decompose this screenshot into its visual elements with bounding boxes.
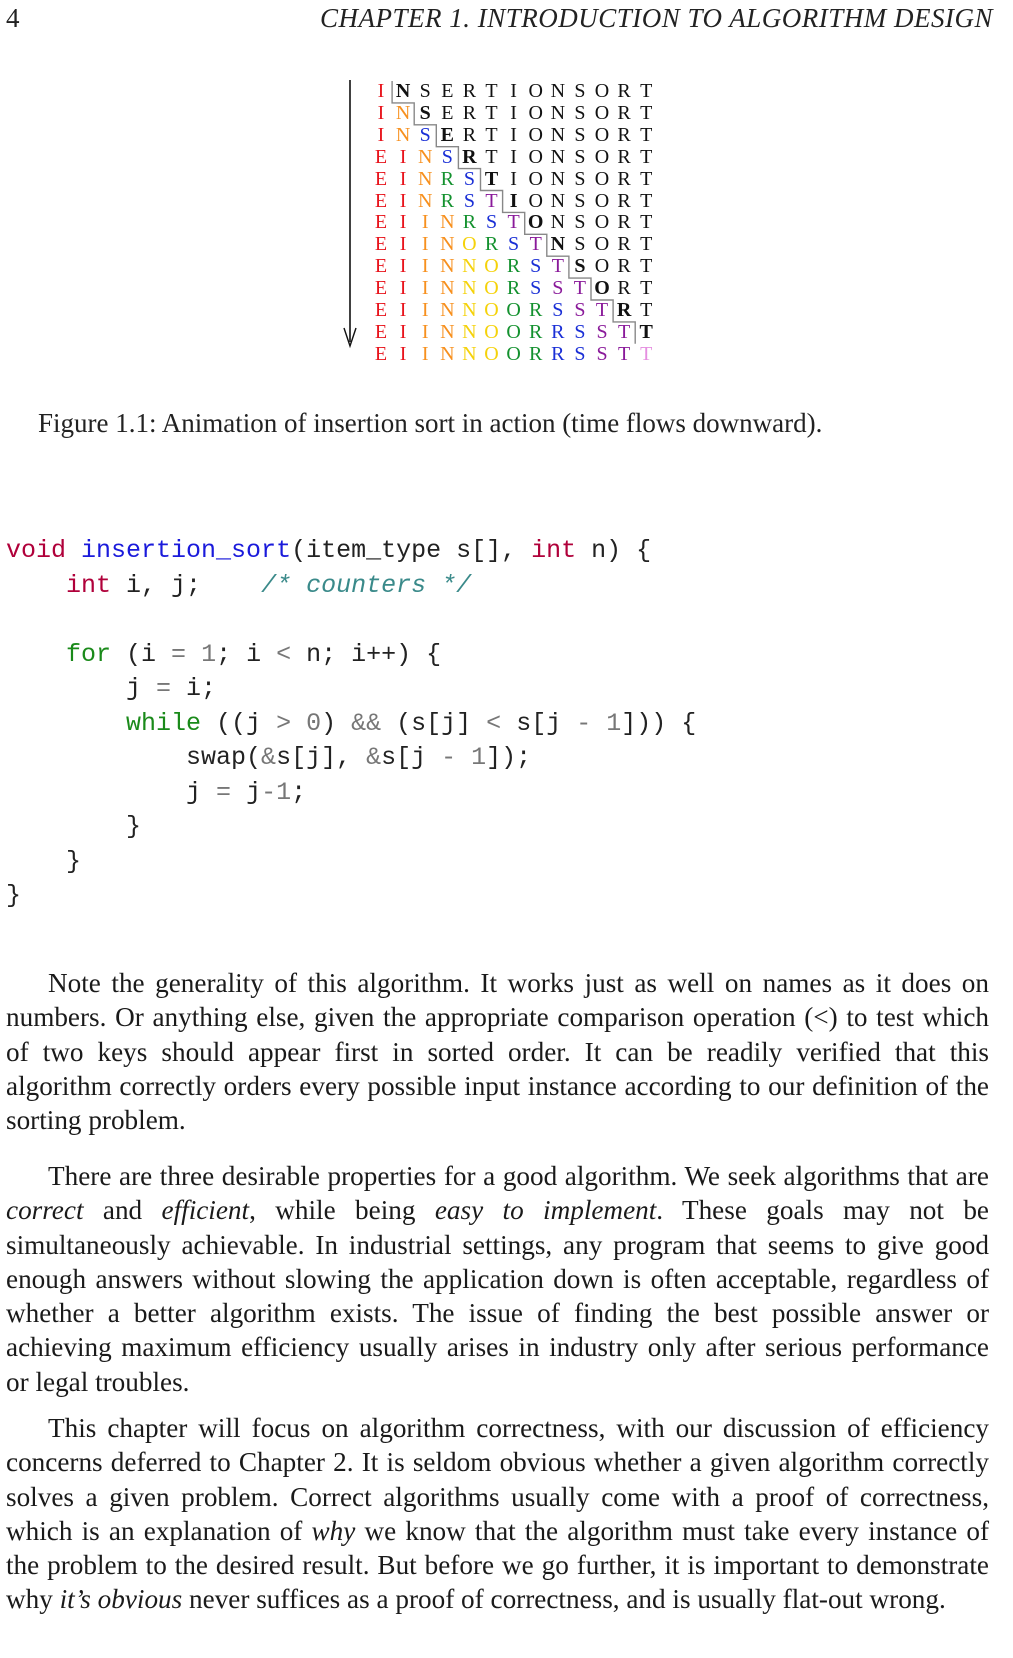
figure-letter: E xyxy=(374,145,388,168)
figure-letter: T xyxy=(529,233,542,256)
code-line: } xyxy=(6,846,82,876)
figure-letter: S xyxy=(441,145,453,168)
figure-letter: O xyxy=(594,123,610,146)
code-line: swap(&s[j], &s[j - 1]); xyxy=(6,743,532,772)
figure-letter: T xyxy=(595,299,609,321)
figure-letter: N xyxy=(550,145,566,168)
figure-letter: N xyxy=(440,255,455,278)
code-line: } xyxy=(6,881,22,910)
figure-letter: N xyxy=(550,101,566,124)
figure-letter: I xyxy=(399,342,407,365)
figure-letter: R xyxy=(462,80,477,102)
insertion-sort-figure xyxy=(340,74,670,370)
figure-letter: R xyxy=(617,211,631,234)
figure-letter: R xyxy=(462,145,477,168)
figure-letter: N xyxy=(550,123,566,146)
figure-letter: S xyxy=(574,123,586,146)
figure-letter: E xyxy=(374,299,388,321)
figure-letter: E xyxy=(374,189,388,212)
figure-letter: S xyxy=(574,255,586,278)
figure-letter: S xyxy=(574,320,586,343)
figure-letter: N xyxy=(395,101,411,124)
figure-letter: N xyxy=(462,299,477,321)
figure-letter: S xyxy=(596,320,608,343)
figure-letter: N xyxy=(440,277,455,300)
figure-letter: E xyxy=(441,80,454,102)
figure-letter: R xyxy=(462,123,477,146)
figure-letter: R xyxy=(529,320,543,343)
figure-letter: T xyxy=(485,145,498,168)
figure-letter: O xyxy=(528,189,543,212)
figure-letter: E xyxy=(374,320,388,343)
figure-letter: I xyxy=(510,123,517,146)
page-number: 4 xyxy=(6,3,20,33)
figure-letter: O xyxy=(528,167,543,190)
figure-letter: T xyxy=(507,211,520,234)
figure-letter: S xyxy=(574,80,586,102)
figure-letter: S xyxy=(574,167,586,190)
figure-letter: N xyxy=(550,167,566,190)
figure-letter: S xyxy=(419,80,431,102)
figure-letter: S xyxy=(530,277,542,300)
figure-letter: I xyxy=(377,80,385,102)
figure-letter: T xyxy=(640,255,653,278)
figure-letter: T xyxy=(485,101,498,124)
figure-letter: T xyxy=(640,233,653,256)
figure-letter: S xyxy=(574,189,586,212)
figure-letter: S xyxy=(552,299,564,321)
figure-letter: R xyxy=(529,299,543,321)
figure-letter: O xyxy=(484,277,499,300)
figure-letter: I xyxy=(421,342,429,365)
figure-letter: I xyxy=(399,167,407,190)
figure-letter: I xyxy=(421,211,429,234)
figure-letter: N xyxy=(462,342,477,365)
code-line: j = i; xyxy=(6,674,217,703)
code-line xyxy=(6,603,696,638)
figure-letter: R xyxy=(617,167,631,190)
figure-letter: I xyxy=(421,255,429,278)
figure-letter: N xyxy=(550,211,566,234)
figure-letter: S xyxy=(574,145,586,168)
figure-letter: N xyxy=(440,320,455,343)
paragraph: Note the generality of this algorithm. It works just as well on names as it does on numbers. Or anything else, given the appropriate comparison operation (<) to test which of two keys should appear first in sorted order. It can be readily verified that this algorithm correctly orders every possible input instance according to our definition of the sorting problem. xyxy=(6,968,989,1136)
figure-letter: O xyxy=(527,211,544,234)
figure-letter: I xyxy=(399,211,407,234)
figure-letter: I xyxy=(399,299,407,321)
figure-letter: N xyxy=(417,145,433,168)
figure-letter: R xyxy=(462,211,477,234)
figure-letter: T xyxy=(640,101,653,124)
figure-letter: I xyxy=(510,167,517,190)
code-line: void insertion_sort(item_type s[], int n) { xyxy=(6,536,652,565)
figure-letter: R xyxy=(440,189,454,212)
running-head xyxy=(0,0,1013,36)
figure-letter: I xyxy=(509,189,518,212)
figure-letter: E xyxy=(374,233,388,256)
figure-letter: O xyxy=(594,101,610,124)
figure-letter: N xyxy=(462,255,477,278)
figure-letter: I xyxy=(399,277,407,300)
figure-letter: I xyxy=(510,145,517,168)
figure-caption: Figure 1.1: Animation of insertion sort in action (time flows downward). xyxy=(38,408,823,438)
figure-letter: T xyxy=(484,167,499,190)
figure-letter: O xyxy=(594,189,610,212)
figure-letter: R xyxy=(551,342,565,365)
figure-letter: S xyxy=(574,211,586,234)
figure-letter: O xyxy=(462,233,477,256)
figure-letter: T xyxy=(640,167,653,190)
figure-letter: I xyxy=(399,189,407,212)
figure-letter: O xyxy=(594,255,610,278)
figure-letter: T xyxy=(617,342,631,365)
paragraph: There are three desirable properties for a good algorithm. We seek algorithms that are correct and efficient, while being easy to implement. These goals may not be simultaneously achievable. In industrial settings, any program that seems to give good enough answers without slowing the application down is often acceptable, regardless of whether a better algorithm exists. The issue of finding the best possible answer or achieving maximum efficiency usually arises in industry only after serious performance or legal troubles. xyxy=(6,1161,989,1397)
figure-letter: O xyxy=(506,342,521,365)
chapter-title: CHAPTER 1. INTRODUCTION TO ALGORITHM DESIGN xyxy=(319,3,993,33)
figure-letter: E xyxy=(374,255,388,278)
figure-letter: N xyxy=(462,277,477,300)
figure-letter: R xyxy=(462,101,477,124)
figure-letter: O xyxy=(594,167,610,190)
figure-letter: T xyxy=(640,80,653,102)
figure-letter: O xyxy=(594,211,610,234)
figure-letter: E xyxy=(440,123,454,146)
figure-letter: O xyxy=(594,80,610,102)
figure-letter: S xyxy=(485,211,498,234)
code-line: while ((j > 0) && (s[j] < s[j - 1])) { xyxy=(126,708,697,738)
figure-letter: T xyxy=(640,277,653,300)
figure-letter: I xyxy=(421,233,429,256)
figure-letter: O xyxy=(594,277,610,300)
code-line: int i, j; /* counters */ xyxy=(66,570,472,600)
figure-letter: I xyxy=(421,299,429,321)
figure-letter: I xyxy=(421,320,429,343)
figure-letter: O xyxy=(506,299,521,321)
figure-letter: R xyxy=(617,233,631,256)
figure-letter: I xyxy=(399,145,407,168)
figure-letter: I xyxy=(399,233,407,256)
figure-letter: N xyxy=(440,233,455,256)
figure-letter: N xyxy=(462,320,477,343)
figure-letter: S xyxy=(508,233,520,256)
figure-letter: T xyxy=(640,211,653,234)
figure-letter: R xyxy=(484,233,499,256)
paragraph: This chapter will focus on algorithm correctness, with our discussion of efficiency concerns deferred to Chapter 2. It is seldom obvious whether a given algorithm correctly solves a given problem. Correct algorithms usually come with a proof of correctness, which is an explanation of why we know that the algorithm must take every instance of the problem to the desired result. But before we go further, it is important to demonstrate why it’s obvious never suffices as a proof of correctness, and is usually flat-out wrong. xyxy=(6,1413,989,1615)
figure-letter: S xyxy=(419,101,431,124)
figure-letter: T xyxy=(485,80,498,102)
figure-letter: T xyxy=(640,145,653,168)
figure-letter: S xyxy=(463,189,475,212)
figure-letter: I xyxy=(510,101,517,124)
figure-letter: O xyxy=(528,145,543,168)
figure-letter: R xyxy=(617,255,631,278)
figure-letter: O xyxy=(484,299,499,321)
figure-letter: T xyxy=(573,277,586,300)
code-line: for (i = 1; i < n; i++) { xyxy=(66,639,442,669)
figure-letter: N xyxy=(550,189,566,212)
figure-letter: I xyxy=(421,277,429,300)
figure-letter: T xyxy=(640,189,653,212)
figure-letter: E xyxy=(374,277,388,300)
figure-letter: E xyxy=(374,167,388,190)
figure-letter: O xyxy=(506,320,521,343)
figure-letter: T xyxy=(485,189,498,212)
figure-letter: I xyxy=(510,80,517,102)
figure-letter: R xyxy=(617,101,631,124)
figure-letter: S xyxy=(419,123,431,146)
figure-letter: O xyxy=(528,123,543,146)
figure-letter: R xyxy=(616,299,632,321)
figure-letter: R xyxy=(617,189,631,212)
figure-letter: S xyxy=(530,255,542,278)
figure-letter: E xyxy=(374,211,388,234)
figure-letter: T xyxy=(617,320,631,343)
figure-letter: N xyxy=(550,233,566,256)
figure-letter: I xyxy=(377,123,385,146)
figure-letter: O xyxy=(594,233,610,256)
figure-letter: R xyxy=(617,145,631,168)
figure-letter: R xyxy=(551,320,565,343)
figure-letter: I xyxy=(399,255,407,278)
figure-letter: N xyxy=(395,80,411,102)
figure-letter: N xyxy=(440,211,455,234)
figure-letter: N xyxy=(417,167,433,190)
time-arrow-icon xyxy=(344,80,356,346)
figure-letter: O xyxy=(484,342,499,365)
figure-letter: N xyxy=(440,342,455,365)
figure-letter: R xyxy=(506,255,521,278)
figure-letter: S xyxy=(574,233,586,256)
figure-letter: O xyxy=(594,145,610,168)
figure-letter: I xyxy=(399,320,407,343)
figure-letter: T xyxy=(639,320,653,343)
figure-letter: S xyxy=(574,299,586,321)
figure-letter: R xyxy=(617,277,631,300)
figure-letter: O xyxy=(484,255,499,278)
figure-letter: R xyxy=(440,167,454,190)
figure-letter: S xyxy=(596,342,608,365)
figure-letter: T xyxy=(640,342,653,365)
figure-letter: T xyxy=(485,123,498,146)
figure-letter: O xyxy=(484,320,499,343)
code-line: j = j-1; xyxy=(6,777,307,807)
code-line: } xyxy=(6,812,142,841)
figure-letter: N xyxy=(550,80,566,102)
figure-letter: S xyxy=(463,167,475,190)
figure-letter: T xyxy=(640,123,653,146)
figure-letter: E xyxy=(374,342,388,365)
figure-letter: S xyxy=(552,277,564,300)
figure-letter: R xyxy=(617,80,631,102)
figure-letter: R xyxy=(529,342,543,365)
figure-letter: N xyxy=(395,123,411,146)
figure-letter: O xyxy=(528,80,543,102)
figure-letter: R xyxy=(506,277,521,300)
figure-letter: S xyxy=(574,342,586,365)
figure-letter: T xyxy=(640,299,653,321)
figure-letter: N xyxy=(417,189,433,212)
figure-letter: T xyxy=(551,255,564,278)
figure-letter: E xyxy=(441,101,454,124)
figure-letter: I xyxy=(377,101,385,124)
figure-letter: R xyxy=(617,123,631,146)
figure-letter: S xyxy=(574,101,586,124)
figure-letter: O xyxy=(528,101,543,124)
code-listing xyxy=(6,534,696,914)
figure-letter: N xyxy=(440,299,455,321)
